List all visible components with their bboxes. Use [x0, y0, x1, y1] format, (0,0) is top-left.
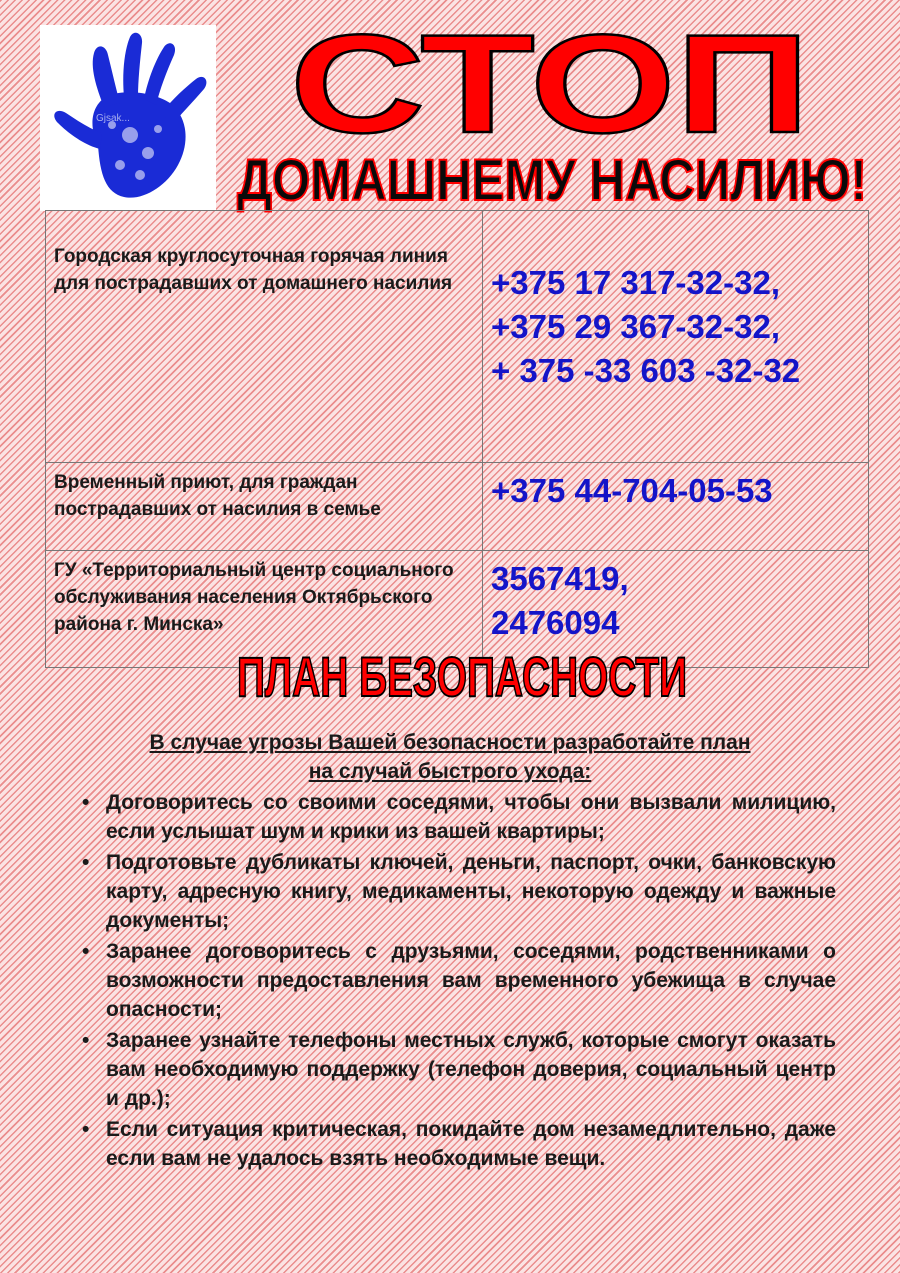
phone-number[interactable]: +375 17 317-32-32, [491, 264, 780, 301]
list-item [68, 788, 836, 846]
phone-number[interactable]: +375 29 367-32-32, [491, 308, 780, 345]
list-item [68, 848, 836, 935]
handprint-image [40, 25, 216, 211]
tip-text: Договоритесь со своими соседями, чтобы они вызвали милицию, если услышат шум и крики из вашей квартиры; [106, 791, 836, 843]
bullet-icon: • [82, 1118, 90, 1141]
list-item [68, 1115, 836, 1173]
table-row [46, 463, 869, 551]
hand-watermark: Gjsak... [96, 113, 130, 124]
tip-text: Заранее узнайте телефоны местных служб, которые смогут оказать вам необходимую поддержку (телефон доверия, социальный центр и др.); [106, 1029, 836, 1110]
phone-cell [483, 463, 869, 551]
phone-number[interactable]: 2476094 [491, 604, 620, 641]
tip-text: Подготовьте дубликаты ключей, деньги, паспорт, очки, банковскую карту, адресную книгу, медикаменты, некоторую одежду и важные документы; [106, 851, 836, 932]
phone-number[interactable]: + 375 -33 603 -32-32 [491, 352, 801, 389]
contacts-table [45, 210, 869, 668]
title-domestic-violence [232, 140, 872, 213]
bullet-icon: • [82, 940, 90, 963]
safety-plan-title [232, 640, 692, 708]
intro-line: на случай быстрого ухода: [308, 760, 592, 783]
list-item [68, 1026, 836, 1113]
safety-plan-intro [80, 728, 820, 786]
safety-plan-title-text: ПЛАН БЕЗОПАСНОСТИ [237, 645, 687, 708]
intro-line: В случае угрозы Вашей безопасности разработайте план [149, 731, 751, 754]
title-stop [280, 5, 820, 162]
title-sub-text: ДОМАШНЕМУ НАСИЛИЮ! [237, 148, 867, 213]
tip-text: Если ситуация критическая, покидайте дом незамедлительно, даже если вам не удалось взять необходимые вещи. [106, 1118, 836, 1170]
tip-text: Заранее договоритесь с друзьями, соседями, родственниками о возможности предоставления вам временного убежища в случае опасности; [106, 940, 836, 1021]
organization-cell: ГУ «Территориальный центр социального обслуживания населения Октябрьского района г. Минска» [46, 551, 483, 668]
organization-cell: Городская круглосуточная горячая линия для пострадавших от домашнего насилия [46, 211, 483, 463]
list-item [68, 937, 836, 1024]
bullet-icon: • [82, 1029, 90, 1052]
bullet-icon: • [82, 791, 90, 814]
hand-icon [40, 25, 216, 211]
phone-cell [483, 211, 869, 463]
safety-tips-list [68, 788, 836, 1175]
bullet-icon: • [82, 851, 90, 874]
table-row [46, 211, 869, 463]
phone-number[interactable]: 3567419, [491, 560, 629, 597]
title-stop-text: СТОП [290, 5, 810, 162]
phone-number[interactable]: +375 44-704-05-53 [491, 472, 773, 509]
organization-cell: Временный приют, для граждан пострадавших от насилия в семье [46, 463, 483, 551]
